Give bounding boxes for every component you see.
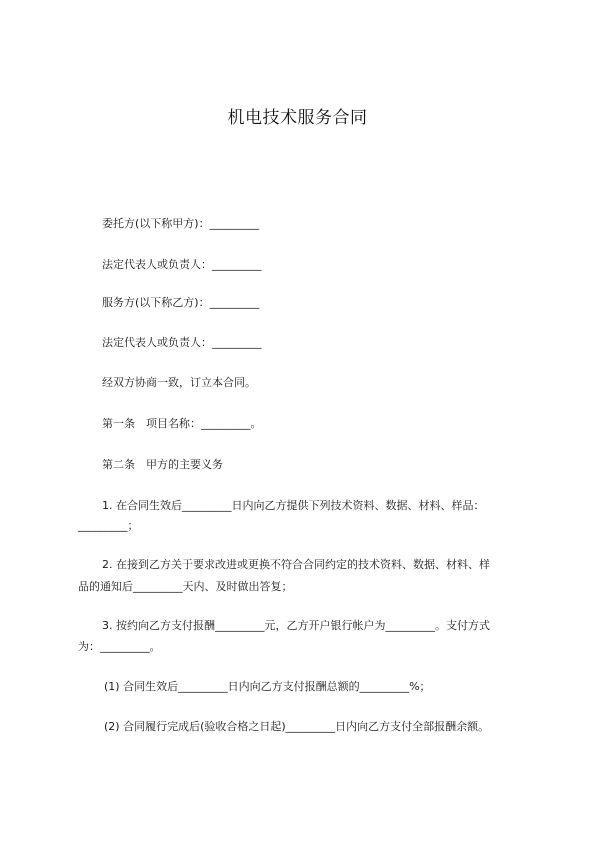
service-party-line: 服务方(以下称乙方)：_________ (102, 296, 260, 309)
client-party-line: 委托方(以下称甲方)：_________ (102, 217, 260, 230)
clause-three-line-1: 3. 按约向乙方支付报酬_________元，乙方开户银行帐户为_________。支付方式 (102, 619, 490, 632)
agreement-statement: 经双方协商一致，订立本合同。 (102, 376, 256, 389)
client-representative-line: 法定代表人或负责人：_________ (102, 258, 262, 271)
clause-one-line-2: _________； (78, 519, 139, 532)
article-one-project-name: 第一条 项目名称：_________。 (102, 417, 262, 430)
document-title: 机电技术服务合同 (227, 108, 368, 128)
clause-one-line-1: 1. 在合同生效后_________日内向乙方提供下列技术资料、数据、材料、样品： (102, 499, 485, 512)
payment-item-two: (2) 合同履行完成后(验收合格之日起)_________日内向乙方支付全部报酬余额。 (104, 720, 490, 733)
service-representative-line: 法定代表人或负责人：_________ (102, 336, 262, 349)
clause-three-line-2: 为：_________。 (78, 640, 161, 653)
clause-two-line-2: 品的通知后_________天内、及时做出答复； (78, 580, 293, 593)
article-two-heading: 第二条 甲方的主要义务 (102, 458, 223, 471)
payment-item-one: (1) 合同生效后_________日内向乙方支付报酬总额的_________%； (104, 680, 431, 693)
clause-two-line-1: 2. 在接到乙方关于要求改进或更换不符合合同约定的技术资料、数据、材料、样 (102, 558, 490, 571)
